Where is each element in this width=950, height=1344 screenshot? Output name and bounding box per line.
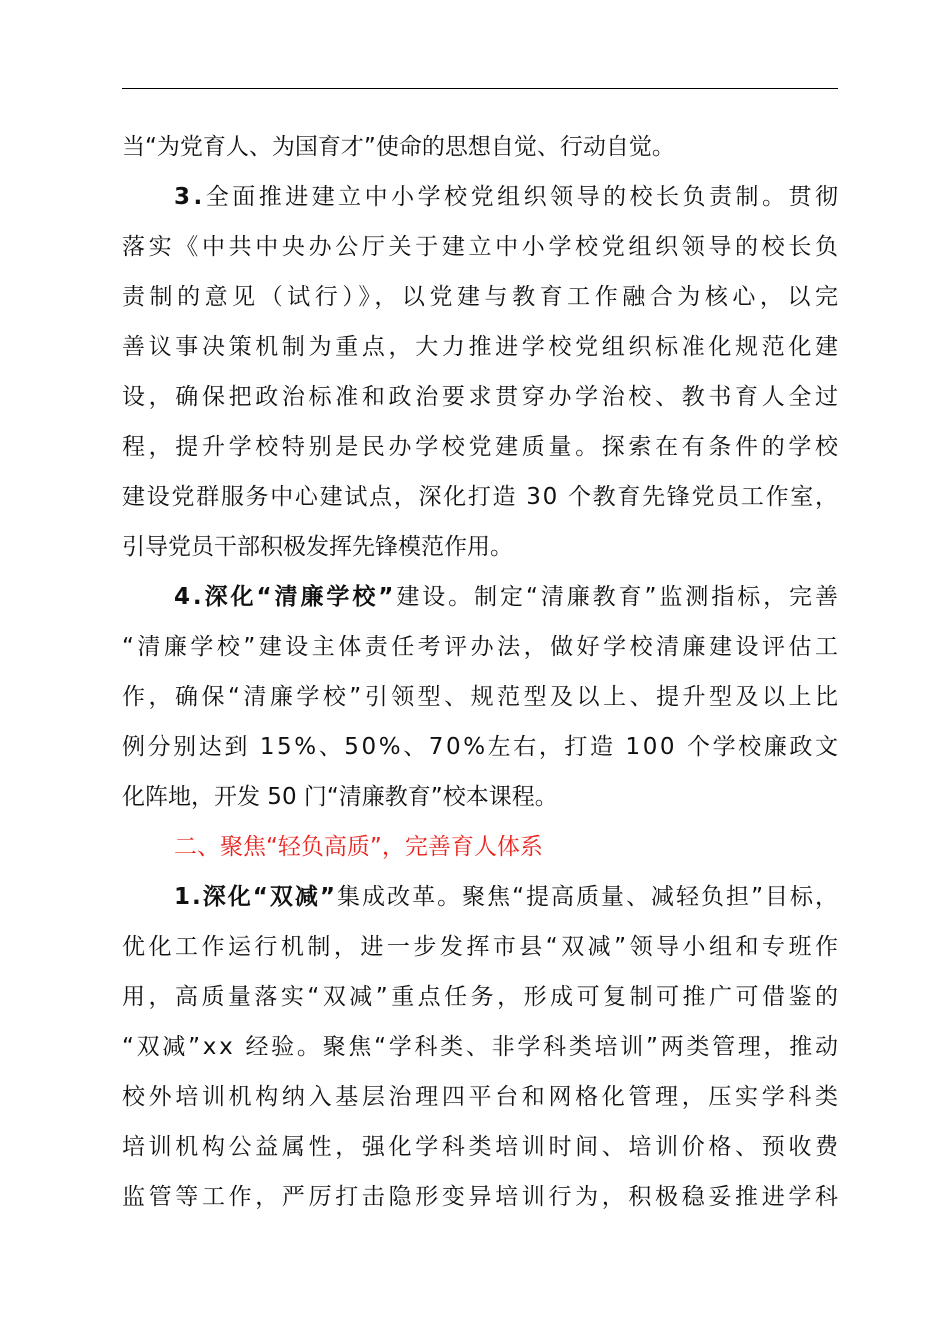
paragraph-text: 责制的意见（试行）》，以党建与教育工作融合为核心，以完 <box>122 284 843 310</box>
paragraph-text: 程，提升学校特别是民办学校党建质量。探索在有条件的学校 <box>122 434 842 460</box>
item-number: 1. <box>174 884 203 910</box>
text-line <box>122 422 842 472</box>
header-rule <box>122 88 838 89</box>
text-line <box>122 672 842 722</box>
text-line <box>122 1022 841 1072</box>
paragraph-text: 落实《中共中央办公厅关于建立中小学校党组织领导的校长负 <box>122 234 842 260</box>
paragraph-text: 全面推进建立中小学校党组织领导的校长负责制。贯彻 <box>205 184 842 210</box>
paragraph-text: 当“为党育人、为国育才”使命的思想自觉、行动自觉。 <box>122 134 675 160</box>
text-line <box>122 272 843 322</box>
paragraph-text: 用，高质量落实“双减”重点任务，形成可复制可推广可借鉴的 <box>122 984 842 1010</box>
text-line <box>122 222 842 272</box>
text-line <box>122 722 841 772</box>
item-heading: 深化“双减” <box>202 884 338 910</box>
paragraph-text: “清廉学校”建设主体责任考评办法，做好学校清廉建设评估工 <box>122 634 842 660</box>
paragraph-text: 监管等工作，严厉打击隐形变异培训行为，积极稳妥推进学科 <box>122 1184 842 1210</box>
item-heading: 深化“清廉学校” <box>204 584 397 610</box>
text-line <box>122 922 842 972</box>
text-line <box>122 1172 842 1222</box>
text-line <box>122 122 838 172</box>
text-line <box>122 572 841 622</box>
paragraph-text: 培训机构公益属性，强化学科类培训时间、培训价格、预收费 <box>122 1134 842 1160</box>
paragraph-text: 设，确保把政治标准和政治要求贯穿办学治校、教书育人全过 <box>122 384 842 410</box>
text-line <box>122 1122 842 1172</box>
paragraph-text: “双减”xx 经验。聚焦“学科类、非学科类培训”两类管理，推动 <box>122 1034 841 1060</box>
paragraph-text: 善议事决策机制为重点，大力推进学校党组织标准化规范化建 <box>122 334 842 360</box>
paragraph-text: 引导党员干部积极发挥先锋模范作用。 <box>122 534 513 560</box>
text-line <box>122 872 841 922</box>
paragraph-text: 优化工作运行机制，进一步发挥市县“双减”领导小组和专班作 <box>122 934 842 960</box>
document-body <box>122 122 843 1222</box>
paragraph-text: 建设党群服务中心建试点，深化打造 30 个教育先锋党员工作室， <box>122 484 840 510</box>
paragraph-text: 集成改革。聚焦“提高质量、减轻负担”目标， <box>337 884 841 910</box>
paragraph-text: 作，确保“清廉学校”引领型、规范型及以上、提升型及以上比 <box>122 684 842 710</box>
text-line <box>122 1072 842 1122</box>
paragraph-text: 化阵地，开发 50 门“清廉教育”校本课程。 <box>122 784 558 810</box>
paragraph-text: 校外培训机构纳入基层治理四平台和网格化管理，压实学科类 <box>122 1084 842 1110</box>
paragraph-text: 例分别达到 15%、50%、70%左右，打造 100 个学校廉政文 <box>122 734 841 760</box>
text-line <box>122 772 838 822</box>
text-line <box>122 972 842 1022</box>
section-heading-text: 二、聚焦“轻负高质”，完善育人体系 <box>174 834 543 860</box>
section-heading <box>122 822 838 872</box>
text-line <box>122 622 842 672</box>
item-number: 3. <box>174 184 206 210</box>
text-line <box>122 322 842 372</box>
text-line <box>122 522 838 572</box>
item-number: 4. <box>174 584 205 610</box>
text-line <box>122 472 838 522</box>
text-line <box>122 172 842 222</box>
text-line <box>122 372 842 422</box>
paragraph-text: 建设。制定“清廉教育”监测指标，完善 <box>396 584 841 610</box>
